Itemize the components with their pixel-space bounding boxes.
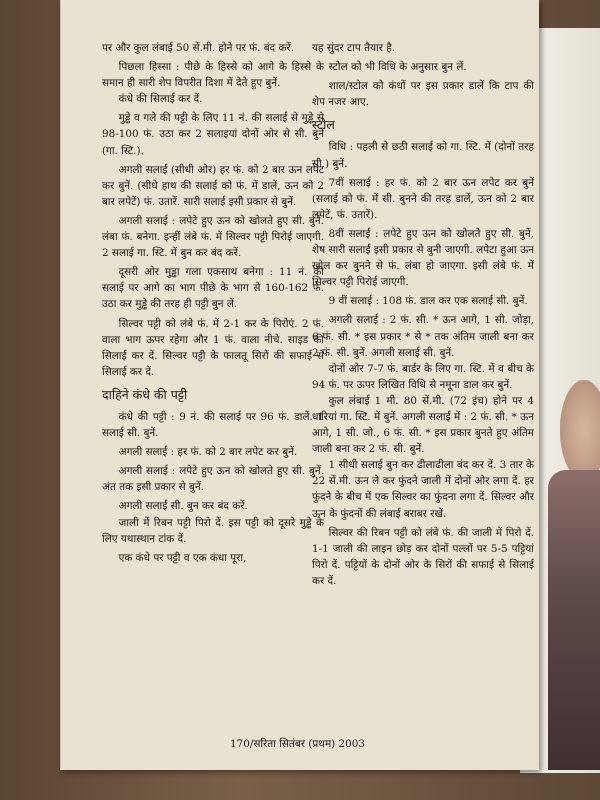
left-paras-top <box>102 40 324 380</box>
paragraph: दोनों ओर 7-7 फं. बार्डर के लिए गा. स्टि. में व बीच के 94 फं. पर ऊपर लिखित विधि से नमूना डाल कर बुनें. <box>312 362 534 391</box>
right-paras-top <box>312 40 534 110</box>
paragraph: कुल लंबाई 1 मी. 80 सें.मी. (72 इंच) होने पर 4 धारियां गा. स्टि. में बुनें. अगली सलाई में : 2 फं. सी. * ऊन आगे, 1 सी. जो., 6 फं. सी. * इस प्रकार बुनते हुए अंतिम जाली बना कर 2 फं. सी. बुनें. <box>312 394 534 456</box>
paragraph: मुड्ढे व गले की पट्टी के लिए 11 नं. की सलाई से मुड्ढे से 98-100 फं. उठा कर 2 सलाइयां दोनों ओर से सी. बुनें (गा. स्टि.). <box>102 112 324 157</box>
paragraph: 1 सीधी सलाई बुन कर ढीलाढीला बंद कर दें. 3 तार के 22 सें.मी. ऊन ले कर फुंदने जाली में दोनों ओर लगा दें. हर फुंदने के बीच में एक सिल्वर का फुंदना लगा दें. सिल्वर और ऊन के फुंदनों की लंबाई बराबर रखें. <box>312 459 534 520</box>
left-column <box>102 40 324 710</box>
page-folio: 170/सरिता सितंबर (प्रथम) 2003 <box>230 738 365 750</box>
paragraph: एक कंधे पर पट्टी व एक कंधा पूरा, <box>118 551 247 564</box>
paragraph: सिल्वर पट्टी को लंबे फं. में 2-1 कर के पिरोएं. 2 फं. वाला भाग ऊपर रहेगा और 1 फं. वाला नीचे. साइड की सिलाई कर दें. सिल्वर पट्टी के फालतू सिरों की सफाई से सिलाई कर दें. <box>102 317 324 378</box>
paragraph: 7वीं सलाई : हर फं. को 2 बार ऊन लपेट कर बुनें (सलाई को फं. में सी. बुनने की तरह डालें, ऊन को 2 बार लपेटें, फं. उतारें). <box>312 176 534 221</box>
photo-model-face <box>560 380 600 480</box>
paragraph: अगली सलाई (सीधी ओर) हर फं. को 2 बार ऊन लपेट कर बुनें. (सीधे हाथ की सलाई को फं. में डालें, ऊन को 2 बार लपेटें) फं. उतारें. सारी सलाई इसी प्रकार से बुनें. <box>102 163 324 208</box>
paragraph: अगली सलाई : लपेटे हुए ऊन को खोलते हुए सी. बुनें. लंबा फं. बनेगा. इन्हीं लंबे फं. में सिल्वर पट्टी पिरोई जाएगी. 2 सलाई गा. स्टि. में बुन कर बंद करें. <box>102 214 324 260</box>
paragraph: विधि : पहली से छठी सलाई को गा. स्टि. में (दोनों तरह सी.) बुनें. <box>312 141 534 170</box>
paragraph: यह सुंदर टाप तैयार है. <box>312 42 396 54</box>
right-column <box>312 40 534 725</box>
paragraph: 8वीं सलाई : लपेटे हुए ऊन को खोलते हुए सी. बुनें, शेष सारी सलाई इसी प्रकार से बुनी जाएगी. लपेटा हुआ ऊन खोल कर बुनने से फं. लंबा हो जाएगा. इसी लंबे फं. में सिल्वर पट्टी पिरोई जाएगी. <box>312 227 534 289</box>
left-paras-bottom <box>102 409 324 566</box>
paragraph: पर और कुल लंबाई 50 सें.मी. होने पर फं. बंद करें. <box>102 42 295 54</box>
paragraph: शाल/स्टोल को कंधों पर इस प्रकार डालें कि टाप की शेप नजर आए. <box>312 80 534 109</box>
section-heading: दाहिने कंधे की पट्टी <box>102 386 188 402</box>
paragraph: दूसरी ओर मुड्ढा गला एकसाथ बनेगा : 11 नं. की सलाई पर आगे का भाग पीछे के भाग से 160-162 फं. उठा कर मुड्ढे की तरह ही पट्टी बुन लें. <box>102 266 324 311</box>
paragraph: कंधे की सिलाई कर दें. <box>118 93 203 106</box>
paragraph: अगली सलाई : हर फं. को 2 बार लपेट कर बुनें. <box>118 446 298 459</box>
right-paras-bottom <box>312 139 534 589</box>
photo-model-stole <box>548 470 600 770</box>
paragraph: सिल्वर की रिबन पट्टी को लंबे फं. की जाली में पिरो दें. 1-1 जाली की लाइन छोड़ कर दोनों पल्लों पर 5-5 पट्टियां पिरो दें. पट्टियों के दोनों ओर के सिरों की सफाई से सिलाई कर दें. <box>312 526 534 587</box>
section-heading: स्टोल <box>312 117 335 133</box>
paragraph: स्टोल को भी विधि के अनुसार बुन लें. <box>328 61 467 74</box>
paragraph: पिछला हिस्सा : पीछे के हिस्से को आगे के हिस्से के समान ही सारी शेप विपरीत दिशा में देते हुए बुनें. <box>102 61 324 90</box>
paragraph: अगली सलाई : लपेटे हुए ऊन को खोलते हुए सी. बुनें. अंत तक इसी प्रकार से बुनें. <box>102 465 324 494</box>
paragraph: 9 वीं सलाई : 108 फं. डाल कर एक सलाई सी. बुनें. <box>328 295 528 308</box>
paragraph: कंधे की पट्टी : 9 नं. की सलाई पर 96 फं. डालें. 1 सलाई सी. बुनें. <box>102 410 324 440</box>
paragraph: अगली सलाई सी. बुन कर बंद करें. <box>118 500 248 513</box>
paragraph: अगली सलाई : 2 फं. सी. * ऊन आगे, 1 सी. जोड़ा, 6 फं. सी. * इस प्रकार * से * तक अंतिम जाली बना कर 2 फं. सी. बुनें. अगली सलाई सी. बुनें. <box>312 314 534 359</box>
paragraph: जाली में रिबन पट्टी पिरो दें. इस पट्टी को दूसरे मुड्ढे के लिए यथास्थान टांक दें. <box>102 516 324 545</box>
